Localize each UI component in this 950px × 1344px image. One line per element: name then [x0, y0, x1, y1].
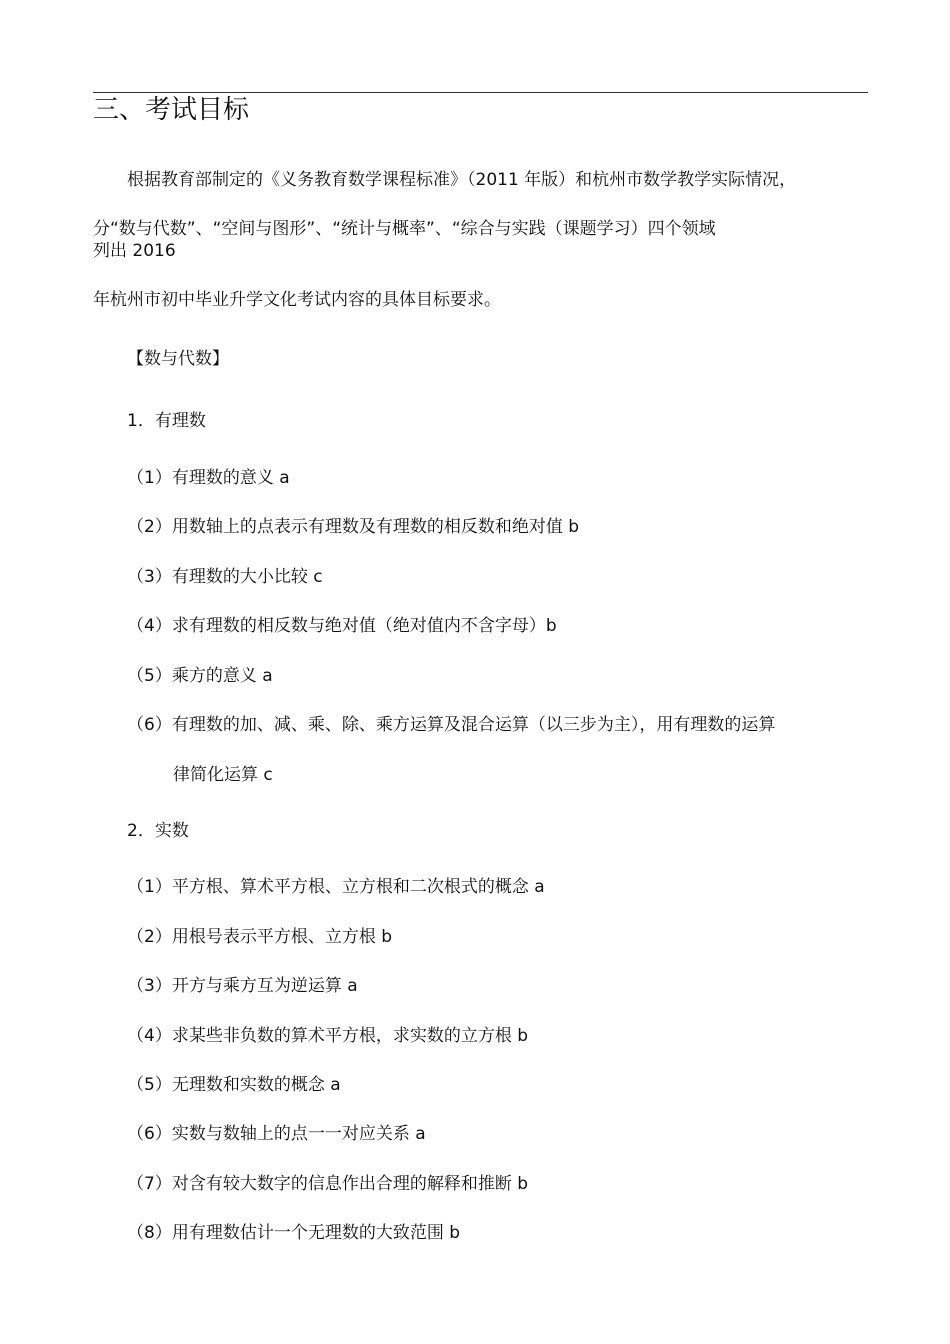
list-item: （3）开方与乘方互为逆运算 a: [127, 976, 358, 996]
domain-heading: 【数与代数】: [127, 349, 229, 369]
list-item: （2）用根号表示平方根、立方根 b: [127, 927, 393, 947]
intro-line-2: 分“数与代数”、“空间与图形”、“统计与概率”、“综合与实践（课题学习）四个领域: [93, 219, 716, 239]
intro-line-1: 根据教育部制定的《义务教育数学课程标准》（2011 年版）和杭州市数学教学实际情况，: [127, 170, 797, 190]
list-item: （3）有理数的大小比较 c: [127, 567, 323, 587]
list-item: （5）乘方的意义 a: [127, 666, 273, 686]
section-heading: 1．有理数: [127, 411, 206, 431]
list-item: （2）用数轴上的点表示有理数及有理数的相反数和绝对值 b: [127, 517, 580, 537]
list-item: （7）对含有较大数字的信息作出合理的解释和推断 b: [127, 1174, 529, 1194]
list-item: （6）有理数的加、减、乘、除、乘方运算及混合运算（以三步为主），用有理数的运算: [127, 715, 776, 735]
list-item: （1）有理数的意义 a: [127, 468, 290, 488]
list-item: （6）实数与数轴上的点一一对应关系 a: [127, 1124, 426, 1144]
list-item-continuation: 律简化运算 c: [173, 765, 273, 785]
section-heading: 2．实数: [127, 821, 189, 841]
list-item: （5）无理数和实数的概念 a: [127, 1075, 341, 1095]
section-title: 三、考试目标: [93, 95, 250, 125]
list-item: （8）用有理数估计一个无理数的大致范围 b: [127, 1223, 461, 1243]
list-item: （1）平方根、算术平方根、立方根和二次根式的概念 a: [127, 877, 545, 897]
intro-line-4: 年杭州市初中毕业升学文化考试内容的具体目标要求。: [93, 290, 501, 310]
intro-line-3: 列出 2016: [93, 241, 176, 261]
list-item: （4）求有理数的相反数与绝对值（绝对值内不含字母）b: [127, 616, 557, 636]
list-item: （4）求某些非负数的算术平方根，求实数的立方根 b: [127, 1026, 529, 1046]
